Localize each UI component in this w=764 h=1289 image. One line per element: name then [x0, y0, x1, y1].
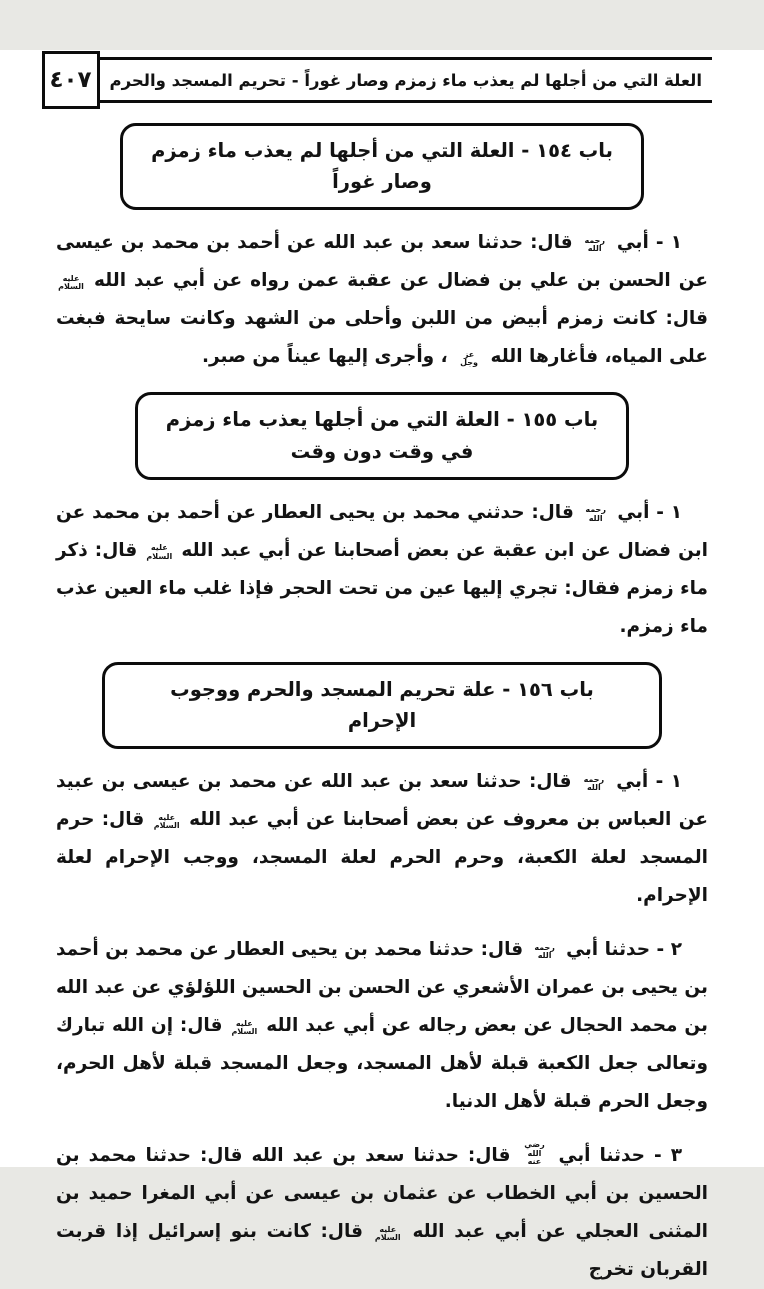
- running-header-title: العلة التي من أجلها لم يعذب ماء زمزم وصار غوراً - تحريم المسجد والحرم: [100, 57, 712, 103]
- hadith-text: قال: حدثنا سعد بن عبد الله عن محمد بن عيسى بن عبيد عن العباس بن معروف عن بعض أصحابنا عن أبي عبد الله: [56, 771, 708, 831]
- chapter-heading-line: في وقت دون وقت: [290, 439, 474, 463]
- honorific-mark: عز وجل: [460, 349, 478, 368]
- hadith-paragraph: [56, 494, 708, 646]
- honorific-mark: عليه السلام: [58, 273, 84, 292]
- honorific-mark: عليه السلام: [146, 543, 173, 561]
- honorific-mark: رحمه الله: [584, 235, 606, 254]
- page-number: ٤٠٧: [49, 67, 92, 93]
- page-content: [0, 123, 764, 1289]
- hadith-paragraph: [56, 1137, 708, 1289]
- chapter-heading-line: باب ١٥٦ - علة تحريم المسجد والحرم ووجوب الإحرام: [170, 677, 594, 732]
- running-header: [49, 50, 712, 110]
- honorific-mark: عليه السلام: [374, 1224, 401, 1243]
- chapter-154-hadiths: [56, 224, 708, 376]
- chapter-155-hadiths: [56, 494, 708, 646]
- honorific-mark: رضي الله عنه: [524, 1140, 545, 1167]
- chapter-heading-line: باب ١٥٥ - العلة التي من أجلها يعذب ماء زمزم: [165, 408, 599, 432]
- chapter-heading-line: باب ١٥٤ - العلة التي من أجلها لم يعذب ماء زمزم: [151, 139, 613, 162]
- chapter-156-hadiths: [56, 763, 708, 1289]
- hadith-text: ١ - أبي: [610, 501, 682, 523]
- hadith-text: قال: حدثنا سعد بن عبد الله قال: حدثنا محمد بن الحسين بن أبي الخطاب عن عثمان بن عيسى عن أبي المغرا حميد بن المثنى العجلي عن أبي عبد الله: [56, 1145, 708, 1243]
- hadith-text: قال: كانت بنو إسرائيل إذا قربت القربان تخرج: [56, 1221, 708, 1281]
- hadith-text: قال: إن الله تبارك وتعالى جعل الكعبة قبلة لأهل المسجد، وجعل المسجد قبلة لأهل الحرم، وجعل الحرم قبلة لأهل الدنيا.: [56, 1015, 708, 1113]
- hadith-text: ٢ - حدثنا أبي: [559, 939, 682, 961]
- honorific-mark: عليه السلام: [153, 812, 180, 831]
- hadith-text: قال: كانت زمزم أبيض من اللبن وأحلى من الشهد وكانت سايحة فبغت على المياه، فأغارها الله: [56, 308, 708, 368]
- honorific-mark: عليه السلام: [231, 1018, 258, 1037]
- hadith-text: قال: حرم المسجد لعلة الكعبة، وحرم الحرم لعلة المسجد، ووجب الإحرام لعلة الإحرام.: [56, 809, 708, 907]
- hadith-text: قال: حدثنا سعد بن عبد الله عن أحمد بن محمد بن عيسى عن الحسن بن علي بن فضال عن عقبة عمن رواه عن أبي عبد الله: [56, 232, 708, 292]
- page-number-box: [42, 51, 100, 109]
- hadith-paragraph: [56, 224, 708, 376]
- hadith-paragraph: [56, 931, 708, 1121]
- chapter-heading-156: [102, 662, 662, 749]
- hadith-text: ٣ - حدثنا أبي: [549, 1145, 682, 1167]
- honorific-mark: رحمه الله: [534, 942, 555, 961]
- hadith-text: قال: حدثنا محمد بن يحيى العطار عن محمد بن أحمد بن يحيى بن عمران الأشعري عن الحسن بن الحسين اللؤلؤي عن عبد الله بن محمد الحجال عن بعض رجاله عن أبي عبد الله: [56, 939, 708, 1037]
- honorific-mark: رحمه الله: [585, 505, 606, 523]
- chapter-heading-154: [120, 123, 644, 210]
- hadith-text: ، وأجرى إليها عيناً من صبر.: [202, 346, 455, 368]
- chapter-heading-line: وصار غوراً: [332, 170, 432, 194]
- honorific-mark: رحمه الله: [583, 774, 605, 793]
- book-page: [0, 50, 764, 1281]
- hadith-text: ١ - أبي: [609, 232, 682, 254]
- hadith-paragraph: [56, 763, 708, 915]
- hadith-text: قال: ذكر ماء زمزم فقال: تجري إليها عين من تحت الحجر فإذا غلب ماء العين عذب ماء زمزم.: [56, 539, 708, 637]
- hadith-text: ١ - أبي: [608, 771, 682, 793]
- chapter-heading-155: [135, 392, 629, 479]
- hadith-text: قال: حدثني محمد بن يحيى العطار عن أحمد بن محمد عن ابن فضال عن ابن عقبة عن بعض أصحابنا عن أبي عبد الله: [56, 501, 709, 561]
